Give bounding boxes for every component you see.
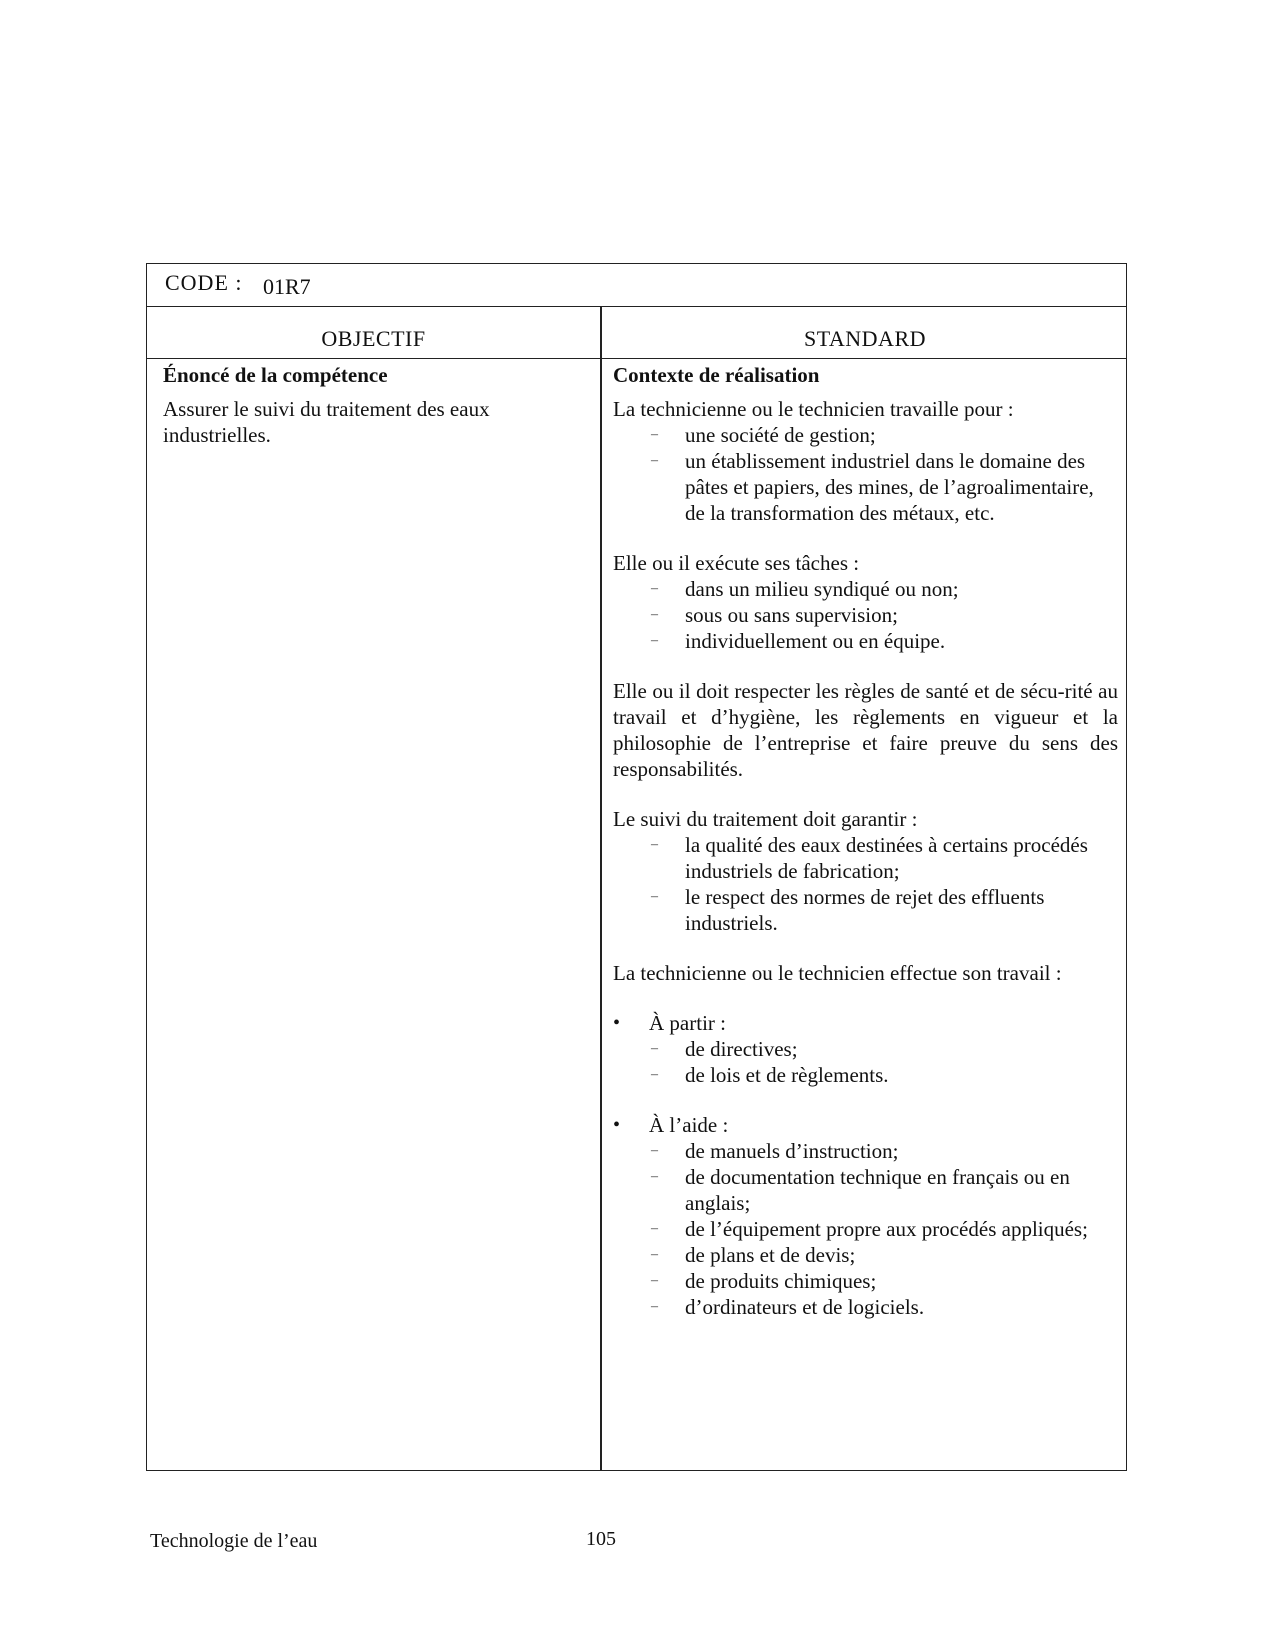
- context-from: [613, 1010, 1118, 1088]
- standard-header: STANDARD: [803, 326, 927, 351]
- list-item: – sous ou sans supervision;: [613, 602, 1118, 628]
- code-row: [147, 264, 1126, 307]
- list-item: – individuellement ou en équipe.: [613, 628, 1118, 654]
- list-item: – d’ordinateurs et de logiciels.: [613, 1294, 1118, 1320]
- list-item: – dans un milieu syndiqué ou non;: [613, 576, 1118, 602]
- code-label: CODE :: [165, 270, 243, 295]
- list-item: – un établissement industriel dans le domaine des pâtes et papiers, des mines, de l’agroalimentaire, de la transformation des métaux, etc.: [613, 448, 1118, 526]
- header-row: [147, 306, 1126, 359]
- code-value: 01R7: [263, 274, 311, 299]
- list-item: – la qualité des eaux destinées à certains procédés industriels de fabrication;: [613, 832, 1118, 884]
- competency-table: [146, 263, 1127, 1471]
- column-divider: [600, 306, 602, 1470]
- context-tasks: [613, 550, 1118, 654]
- objectif-heading: Énoncé de la compétence: [163, 363, 388, 387]
- context-rules: Elle ou il doit respecter les règles de santé et de sécu-rité au travail et d’hygiène, les règlements en vigueur et la philosophie de l’entreprise et faire preuve du sens des responsabilités.: [613, 679, 1118, 781]
- list-item: – de manuels d’instruction;: [613, 1138, 1118, 1164]
- list-item: – de directives;: [613, 1036, 1118, 1062]
- context-work: La technicienne ou le technicien effectue son travail :: [613, 961, 1062, 985]
- objectif-column: [163, 362, 583, 448]
- context-guarantee-intro: Le suivi du traitement doit garantir :: [613, 807, 918, 831]
- context-guarantee: [613, 806, 1118, 936]
- objectif-text: Assurer le suivi du traitement des eaux industrielles.: [163, 397, 490, 447]
- context-from-label: • À partir :: [613, 1010, 1118, 1036]
- context-employer-intro: La technicienne ou le technicien travaille pour :: [613, 397, 1014, 421]
- list-item: – de produits chimiques;: [613, 1268, 1118, 1294]
- context-with-label: • À l’aide :: [613, 1112, 1118, 1138]
- context-with: [613, 1112, 1118, 1320]
- objectif-header: OBJECTIF: [321, 326, 426, 351]
- page-number: 105: [586, 1528, 616, 1550]
- standard-heading: Contexte de réalisation: [613, 363, 820, 387]
- list-item: – de l’équipement propre aux procédés appliqués;: [613, 1216, 1118, 1242]
- list-item: – de plans et de devis;: [613, 1242, 1118, 1268]
- context-tasks-intro: Elle ou il exécute ses tâches :: [613, 551, 860, 575]
- list-item: – une société de gestion;: [613, 422, 1118, 448]
- standard-column: [613, 362, 1118, 1344]
- list-item: – de documentation technique en français ou en anglais;: [613, 1164, 1118, 1216]
- context-employer: [613, 396, 1118, 526]
- list-item: – de lois et de règlements.: [613, 1062, 1118, 1088]
- list-item: – le respect des normes de rejet des effluents industriels.: [613, 884, 1118, 936]
- footer-title: Technologie de l’eau: [150, 1530, 318, 1552]
